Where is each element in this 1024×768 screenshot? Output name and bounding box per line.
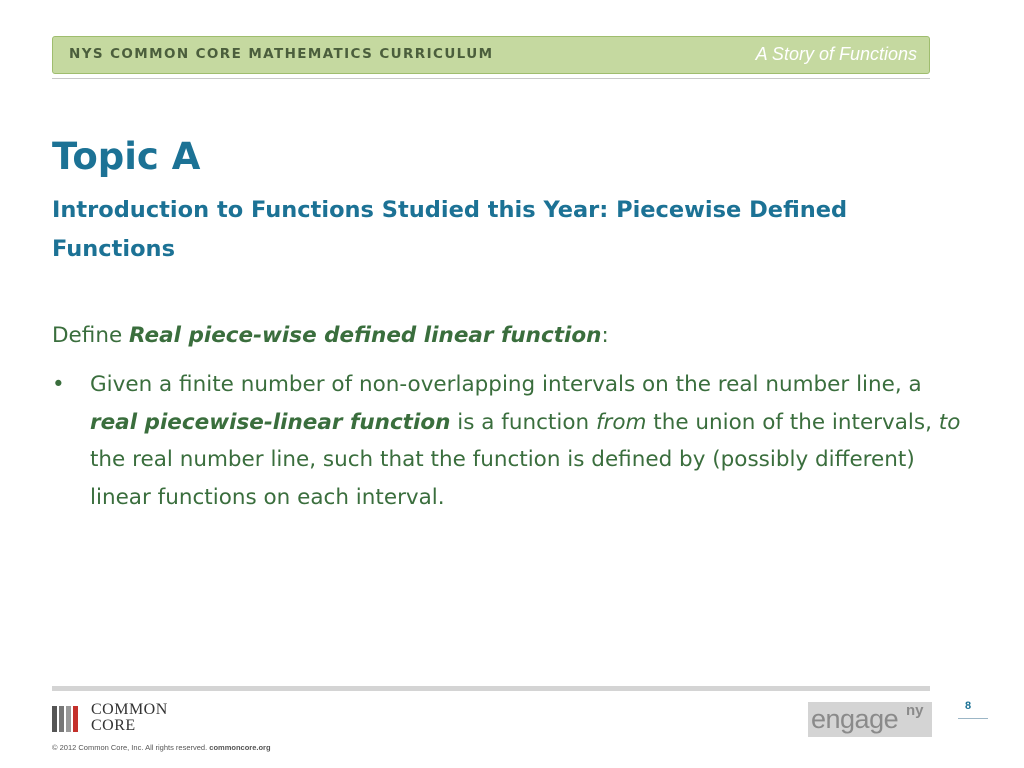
definition-term: Real piece-wise defined linear function: [129, 323, 602, 348]
logo-line-2: CORE: [91, 717, 136, 734]
footer-divider: [52, 686, 930, 691]
copyright-site: commoncore.org: [209, 743, 271, 752]
bullet-marker: •: [52, 372, 65, 397]
header-bar: [52, 36, 930, 74]
page-title: Topic A: [52, 135, 201, 178]
engageny-logo: [808, 702, 932, 737]
bullet-term: real piecewise-linear function: [90, 409, 451, 435]
curriculum-title: NYS COMMON CORE MATHEMATICS CURRICULUM: [69, 46, 494, 62]
engage-wordmark: engage: [811, 704, 899, 734]
bullet-part-3: the union of the intervals,: [646, 409, 939, 435]
story-title: A Story of Functions: [755, 44, 917, 64]
bullet-from: from: [595, 409, 647, 435]
bullet-text: [90, 366, 972, 516]
definition-prefix: Define: [52, 323, 130, 348]
page-number: 8: [965, 700, 972, 712]
page-subtitle: Introduction to Functions Studied this Year: Piecewise Defined Functions: [52, 197, 848, 262]
bullet-part-2: is a function: [450, 409, 596, 435]
common-core-wordmark: [91, 702, 168, 734]
page-number-rule: [958, 718, 988, 719]
copyright-text: © 2012 Common Core, Inc. All rights reserved.: [52, 743, 208, 752]
copyright: [52, 743, 271, 752]
definition-line: [52, 323, 609, 348]
engage-ny-superscript: ny: [906, 702, 924, 719]
definition-suffix: :: [601, 323, 609, 348]
bullet-part-1: Given a finite number of non-overlapping intervals on the real number line, a: [90, 372, 922, 397]
common-core-logo-icon: [52, 706, 82, 732]
definition-bullet: [52, 366, 972, 516]
logo-line-1: COMMON: [91, 701, 168, 718]
bullet-part-4: the real number line, such that the function is defined by (possibly different) linear functions on each interval.: [90, 447, 915, 510]
bullet-to: to: [938, 409, 961, 435]
header-divider: [52, 78, 930, 79]
